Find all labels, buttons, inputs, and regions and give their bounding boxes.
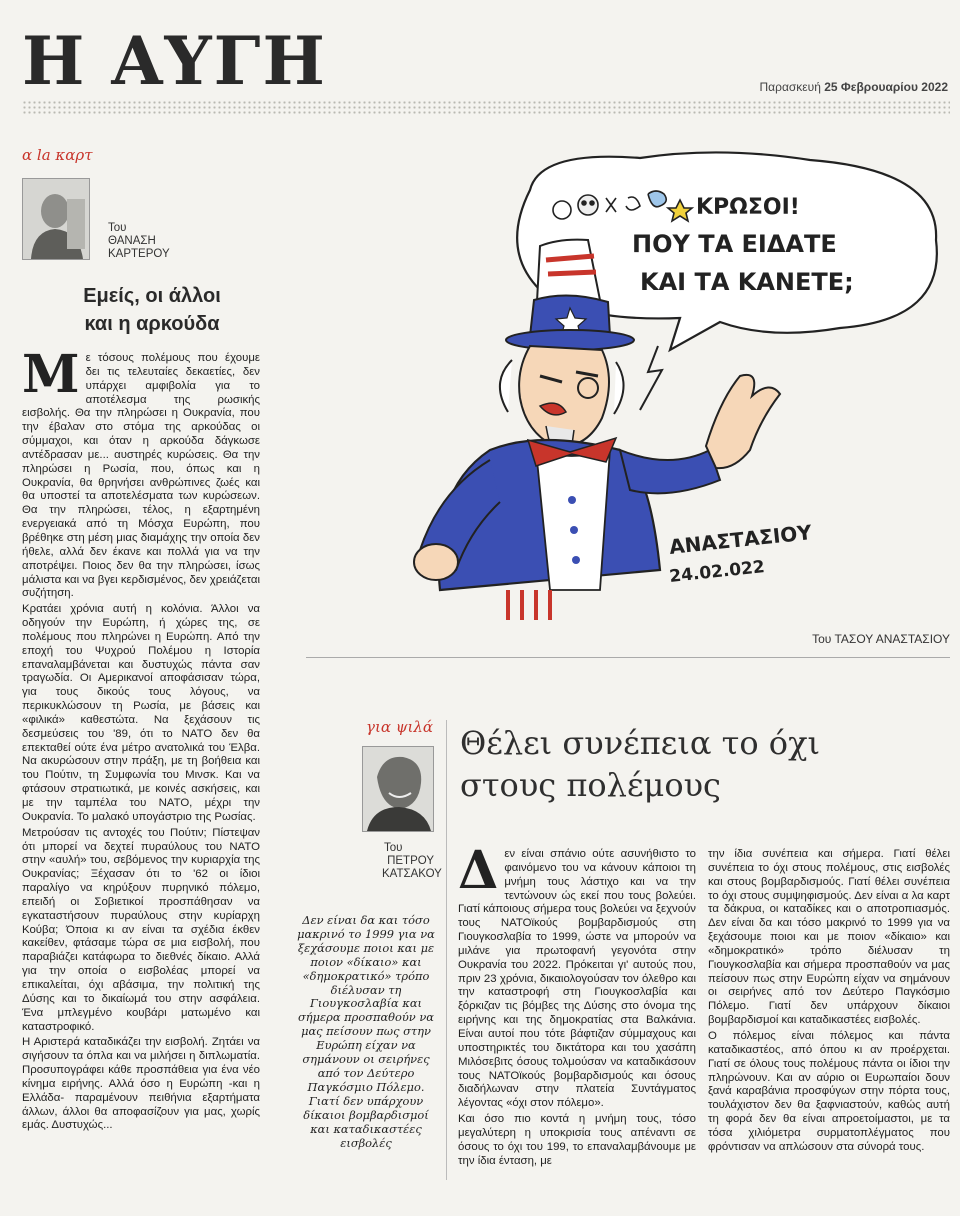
author1-portrait bbox=[22, 178, 90, 260]
cartoon-signature: ΑΝΑΣΤΑΣΙΟΥ bbox=[668, 520, 813, 559]
speech-line-1: ΚΡΩΣΟΙ! bbox=[696, 195, 800, 220]
column-rule bbox=[446, 720, 447, 1180]
paragraph: Ο πόλεμος είναι πόλεμος και πάντα καταδικαστέος, από όπου κι αν προέρχεται. Γιατί σε όλους τους πολέμους πάντα οι ίδιοι την πληρώνουν. Και αν αύριο οι Ευρωπαίοι δουν ξανά καραβάνια προσφύγων στην πόρτα τους, τουλάχιστον δεν θα ξαφνιαστούν, καθώς αυτή τη φορά δεν θα είναι απροετοίμαστοι, με τα τόσα χιλιόμετρα συρματοπλέγματος που φρόντισαν να απλώσουν στα σύνορά τους. bbox=[708, 1029, 950, 1153]
dropcap: Δ bbox=[458, 840, 499, 901]
author2-byline bbox=[382, 842, 442, 881]
column1-headline bbox=[22, 282, 282, 338]
paragraph: Μετρούσαν τις αντοχές του Πούτιν; Πίστεψαν ότι μπορεί να δεχτεί πυραύλους του ΝΑΤΟ στην «αυλή» του, σεβόμενος την κυριαρχία της Ουκρανίας; Ξέχασαν ότι το '62 οι ίδιοι παραλίγο να κηρύξουν πυρηνικό πόλεμο, επειδή οι Σοβιετικοί προσπάθησαν να εγκαταστήσουν πυραύλους στην κυρίαρχη Κούβα; Όποια κι αν είναι τα σχέδια έκθεν κακείθεν, φτάσαμε τώρα σε μια εισβολή, που παραβιάζει κατάφωρα το διεθνές δίκαιο. Αλλά για την οποία ο εισβολέας μπορεί να επικαλείται, όχι αβάσιμα, την πολιτική της Δύσης και το δικαίωμά του στην ασφάλεια. Ένα μπλεγμένο κουβάρι ματωμένο και καταστροφικό. bbox=[22, 826, 260, 1033]
author1-name-line2: ΚΑΡΤΕΡΟΥ bbox=[108, 248, 170, 260]
masthead: Η ΑΥΓΗ bbox=[22, 22, 327, 100]
headline-line: στους πολέμους bbox=[460, 766, 721, 804]
column1-kicker: α la καρτ bbox=[22, 146, 93, 164]
headline-line: και η αρκούδα bbox=[84, 313, 220, 335]
issue-date-rest: 25 Φεβρουαρίου 2022 bbox=[824, 80, 948, 94]
paragraph: Η Αριστερά καταδικάζει την εισβολή. Ζητάει να σιγήσουν τα όπλα και να μιλήσει η διπλωματία. Προσυπογράφει κάθε προσπάθεια για ένα νέο κίνημα ειρήνης. Αλλά όσο η Ευρώπη -και η Ελλάδα- παραμένουν πειθήνια εξαρτήματα άλλων, άλλοι θα αποφασίζουν για μας, χωρίς εμάς. Δυστυχώς... bbox=[22, 1036, 260, 1132]
cartoon-signature-date: 24.02.022 bbox=[668, 557, 766, 587]
cartoon-credit bbox=[812, 632, 950, 646]
speech-line-3: ΚΑΙ ΤΑ ΚΑΝΕΤΕ; bbox=[640, 268, 854, 296]
pull-quote: Δεν είναι δα και τόσο μακρινό το 1999 για να ξεχάσουμε ποιοι και με ποιον «δίκαιο» και «δημοκρατικό» τρόπο διέλυσαν τη Γιουγκοσλαβία και σήμερα προσπαθούν να μας πείσουν πως στην Ευρώπη είχαν να σημάνουν οι σειρήνες από τον Δεύτερο Παγκόσμιο Πόλεμο. Γιατί δεν υπάρχουν δίκαιοι βομβαρδισμοί και καταδικαστέες εισβολές bbox=[297, 913, 435, 1150]
paragraph bbox=[458, 840, 696, 1111]
section-separator bbox=[306, 657, 950, 658]
byline-prefix: Του bbox=[108, 222, 127, 234]
column1-body bbox=[22, 344, 260, 1135]
headline-line: Εμείς, οι άλλοι bbox=[83, 285, 221, 307]
column2-body-left bbox=[458, 840, 696, 1170]
author1-name-line1: ΘΑΝΑΣΗ bbox=[108, 235, 156, 247]
dropcap: Μ bbox=[22, 344, 80, 405]
author1-byline bbox=[108, 222, 170, 261]
speech-line-2: ΠΟΥ ΤΑ ΕΙΔΑΤΕ bbox=[632, 230, 837, 258]
column2-body-right bbox=[708, 848, 950, 1157]
credit-name: ΤΑΣΟΥ ΑΝΑΣΤΑΣΙΟΥ bbox=[834, 632, 950, 646]
cartoon bbox=[340, 150, 950, 620]
headline-line: Θέλει συνέπεια το όχι bbox=[460, 724, 820, 762]
credit-prefix: Του bbox=[812, 632, 832, 646]
paragraph bbox=[22, 344, 260, 601]
author2-portrait bbox=[362, 746, 434, 832]
issue-date bbox=[760, 80, 948, 94]
cartoon-drawing bbox=[340, 150, 950, 620]
masthead-dotted-rule bbox=[22, 100, 950, 114]
paragraph: Και όσο πιο κοντά η μνήμη τους, τόσο μεγαλύτερη η υποκρισία τους απέναντι σε όσους το όχι του 199, το επαναλαμβάνουμε με την ίδια ένταση, με bbox=[458, 1113, 696, 1167]
author2-name-line1: ΠΕΤΡΟΥ bbox=[387, 855, 434, 867]
column2-kicker: για ψιλά bbox=[366, 718, 434, 736]
issue-day: Παρασκευή bbox=[759, 80, 821, 94]
paragraph: Κρατάει χρόνια αυτή η κολόνια. Άλλοι να οδηγούν την Ευρώπη, ή χώρες της, σε πολέμους που πληρώνει η Ευρώπη. Από την εποχή του Ψυχρού Πολέμου η Ιστορία επαναλαμβάνεται και δυστυχώς πάντα σαν τραγωδία. Οι Αμερικανοί αποφάσισαν τώρα, για τους δικούς τους λόγους, να περικυκλώσουν τη Ρωσία, με βάσεις και «φιλικά» καθεστώτα. Να ξεχάσουν τις δεσμεύσεις του '89, ότι το ΝΑΤΟ δεν θα επεκταθεί ούτε ένα μέτρο ανατολικά του Έλβα. Να ακυρώσουν στην πράξη, με τη βοήθεια και του Πούτιν, τη Συμφωνία του Μινσκ. Και να φτάσουν στρατιωτικά, με κοινές ασκήσεις, και με την ταμπέλα του ΝΑΤΟ, μέχρι την Ουκρανία. Το μαλακό υπογάστριο της Ρωσίας. bbox=[22, 603, 260, 823]
byline-prefix: Του bbox=[384, 842, 403, 854]
paragraph-text: ε τόσους πολέμους που έχουμε δει τις τελευταίες δεκαετίες, δεν υπάρχει αμφιβολία για το αποτέλεσμα της ρωσικής εισβολής. Θα την πληρώσει η Ουκρανία, που την έβαλαν στο στόμα της αρκούδας οι σύμμαχοι, και όταν η αρκούδα δάγκωσε αντέδρασαν με... αυστηρές κυρώσεις. Θα την πληρώσει η Ρωσία, που, όπως και η Ουκρανία, θα θρηνήσει ανθρώπινες ζωές και θα υποστεί τα αποτελέσματα των κυρώσεων. Θα την πληρώσει, τέλος, η εξαρτημένη ενεργειακά από τη Μόσχα Ευρώπη, που βρέθηκε στη μέση μιας διαμάχης την οποία δεν ήθελε, αλλά δεν έκανε και πολλά για να την αποτρέψει. Ποιος δεν θα την πληρώσει, ίσως μάλιστα και να βγει κερδισμένος, δεν χρειάζεται συζήτηση. bbox=[22, 352, 260, 600]
author2-name-line2: ΚΑΤΣΑΚΟΥ bbox=[382, 868, 442, 880]
paragraph: την ίδια συνέπεια και σήμερα. Γιατί θέλει συνέπεια το όχι στους πολέμους, στις εισβολές και στους βομβαρδισμούς. Γιατί θέλει συνέπεια το όχι στους συμψηφισμούς. Δεν είναι α λα καρτ τα δάκρυα, οι καταδίκες και ο αποτροπιασμός. Δεν είναι δα και τόσο μακρινό το 1999 για να ξεχάσουμε ποιοι και με ποιον «δίκαιο» και «δημοκρατικό» τρόπο διέλυσαν τη Γιουγκοσλαβία και σήμερα προσπαθούν να μας πείσουν πως στην Ευρώπη είχαν να σημάνουν οι σειρήνες από τον Δεύτερο Παγκόσμιο Πόλεμο. Γιατί δεν υπάρχουν δίκαιοι βομβαρδισμοί και καταδικαστέες εισβολές. bbox=[708, 848, 950, 1027]
paragraph-text: εν είναι σπάνιο ούτε ασυνήθιστο το φαινόμενο του να κάνουν κάποιοι τη μνήμη τους λάστιχο και να την τεντώνουν ώς εκεί που τους βολεύει. Γιατί κάποιους σήμερα τους βολεύει να ξεχνούν τους ΝΑΤΟϊκούς βομβαρδισμούς στη Γιουγκοσλαβία το 1999, ώστε να μπορούν να μιλάνε για πρωτοφανή γεγονότα στην Ουκρανία του 2022. Πρόκειται γι' αυτούς που, πριν 23 χρόνια, δικαιολογούσαν τον όλεθρο και την καταστροφή στη Γιουγκοσλαβία και ξόρκιζαν τις βόμβες της Δύσης στο όνομα της ειρήνης και της δημοκρατίας στα Βαλκάνια. Είναι αυτοί που τότε βάφτιζαν σύμμαχους και υποστηρικτές του δικτάτορα και του χασάπη Μιλόσεβιτς όσους τολμούσαν να καταδικάσουν τους ΝΑΤΟϊκούς βομβαρδισμούς και όσους διαδήλωναν στην πλατεία Συντάγματος λέγοντας «όχι στον πόλεμο». bbox=[458, 848, 696, 1110]
column2-headline bbox=[460, 722, 890, 806]
